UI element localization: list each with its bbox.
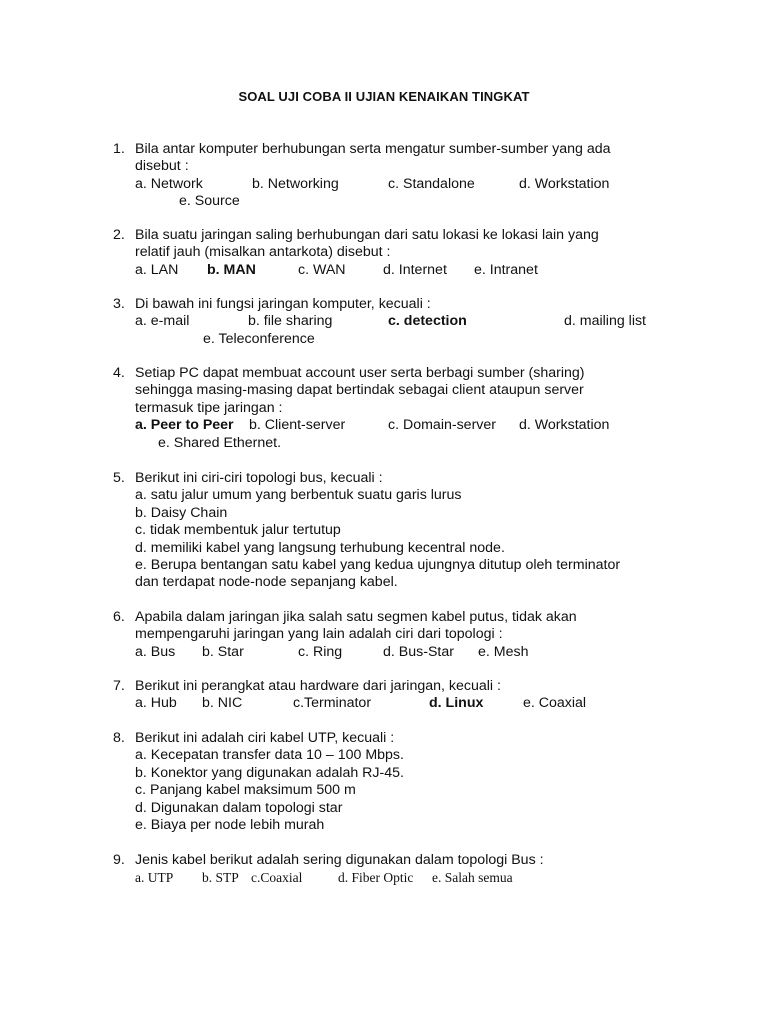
question-text: Jenis kabel berikut adalah sering digunakan dalam topologi Bus : — [135, 852, 544, 868]
question-2 — [113, 227, 673, 279]
option-e: e. Coaxial — [523, 695, 587, 712]
option-e: e. Berupa bentangan satu kabel yang kedua ujungnya ditutup oleh terminator — [135, 557, 621, 574]
option-d-answer: d. Linux — [429, 695, 484, 712]
option-d: d. Bus-Star — [383, 643, 454, 660]
option-c: c. Standalone — [388, 175, 475, 192]
option-e: e. Salah semua — [432, 870, 513, 886]
question-number: 3. — [113, 296, 125, 312]
question-text: Setiap PC dapat membuat account user serta berbagi sumber (sharing) — [135, 365, 585, 381]
option-c: c. Panjang kabel maksimum 500 m — [135, 782, 356, 799]
option-b: b. Client-server — [249, 417, 346, 434]
question-number: 2. — [113, 227, 125, 243]
option-e-continued: dan terdapat node-node sepanjang kabel. — [135, 574, 398, 591]
question-text: sehingga masing-masing dapat bertindak sebagai client ataupun server — [135, 382, 584, 399]
question-number: 4. — [113, 365, 125, 381]
question-4 — [113, 365, 673, 452]
option-d: d. Fiber Optic — [338, 870, 414, 886]
question-text: Berikut ini ciri-ciri topologi bus, kecuali : — [135, 470, 383, 486]
option-c: c. tidak membentuk jalur tertutup — [135, 522, 341, 539]
option-e: e. Shared Ethernet. — [158, 434, 282, 451]
option-a: a. LAN — [135, 261, 179, 278]
question-text: Berikut ini perangkat atau hardware dari jaringan, kecuali : — [135, 678, 501, 694]
question-9 — [113, 852, 673, 887]
option-b: b. STP — [202, 870, 239, 886]
question-7 — [113, 678, 673, 713]
question-number: 5. — [113, 470, 125, 486]
question-6 — [113, 609, 673, 661]
option-b: b. Konektor yang digunakan adalah RJ-45. — [135, 764, 404, 781]
option-b: b. Star — [202, 643, 244, 660]
option-a: a. Kecepatan transfer data 10 – 100 Mbps. — [135, 747, 404, 764]
option-a: a. Hub — [135, 695, 177, 712]
option-d: d. memiliki kabel yang langsung terhubung kecentral node. — [135, 539, 505, 556]
question-number: 9. — [113, 852, 125, 868]
question-number: 8. — [113, 730, 125, 746]
option-c: c. WAN — [298, 261, 346, 278]
option-a-answer: a. Peer to Peer — [135, 417, 234, 434]
option-d: d. Digunakan dalam topologi star — [135, 799, 343, 816]
option-d: d. mailing list — [564, 313, 647, 330]
option-e: e. Mesh — [478, 643, 529, 660]
option-e: e. Source — [179, 193, 240, 210]
question-text: Bila antar komputer berhubungan serta mengatur sumber-sumber yang ada — [135, 141, 611, 157]
question-text: relatif jauh (misalkan antarkota) disebut : — [135, 244, 391, 261]
question-text: termasuk tipe jaringan : — [135, 399, 283, 416]
question-text: mempengaruhi jaringan yang lain adalah ciri dari topologi : — [135, 626, 503, 643]
option-a: a. Network — [135, 175, 203, 192]
question-1 — [113, 141, 673, 211]
option-b: b. Daisy Chain — [135, 504, 228, 521]
option-d: d. Workstation — [519, 417, 610, 434]
option-c-answer: c. detection — [388, 313, 467, 330]
question-text: Berikut ini adalah ciri kabel UTP, kecuali : — [135, 730, 395, 746]
option-b-answer: b. MAN — [207, 261, 256, 278]
option-b: b. file sharing — [248, 313, 333, 330]
option-c: c. Ring — [298, 643, 343, 660]
question-5 — [113, 470, 673, 592]
option-d: d. Workstation — [519, 175, 610, 192]
question-3 — [113, 296, 673, 348]
option-a: a. UTP — [135, 870, 174, 886]
option-e: e. Intranet — [474, 261, 538, 278]
question-number: 6. — [113, 609, 125, 625]
option-a: a. Bus — [135, 643, 176, 660]
option-a: a. satu jalur umum yang berbentuk suatu garis lurus — [135, 487, 462, 504]
option-e: e. Biaya per node lebih murah — [135, 817, 325, 834]
question-number: 7. — [113, 678, 125, 694]
question-text: Bila suatu jaringan saling berhubungan dari satu lokasi ke lokasi lain yang — [135, 227, 599, 243]
option-c: c.Coaxial — [251, 870, 303, 886]
question-text: disebut : — [135, 158, 189, 175]
option-b: b. NIC — [202, 695, 243, 712]
question-8 — [113, 730, 673, 834]
option-d: d. Internet — [383, 261, 447, 278]
option-a: a. e-mail — [135, 313, 190, 330]
question-text: Di bawah ini fungsi jaringan komputer, kecuali : — [135, 296, 431, 312]
question-text: Apabila dalam jaringan jika salah satu segmen kabel putus, tidak akan — [135, 609, 577, 625]
page-title: SOAL UJI COBA II UJIAN KENAIKAN TINGKAT — [238, 89, 530, 104]
option-e: e. Teleconference — [203, 330, 315, 347]
option-b: b. Networking — [252, 175, 339, 192]
question-number: 1. — [113, 141, 125, 157]
option-c: c.Terminator — [293, 695, 372, 712]
option-c: c. Domain-server — [388, 417, 497, 434]
